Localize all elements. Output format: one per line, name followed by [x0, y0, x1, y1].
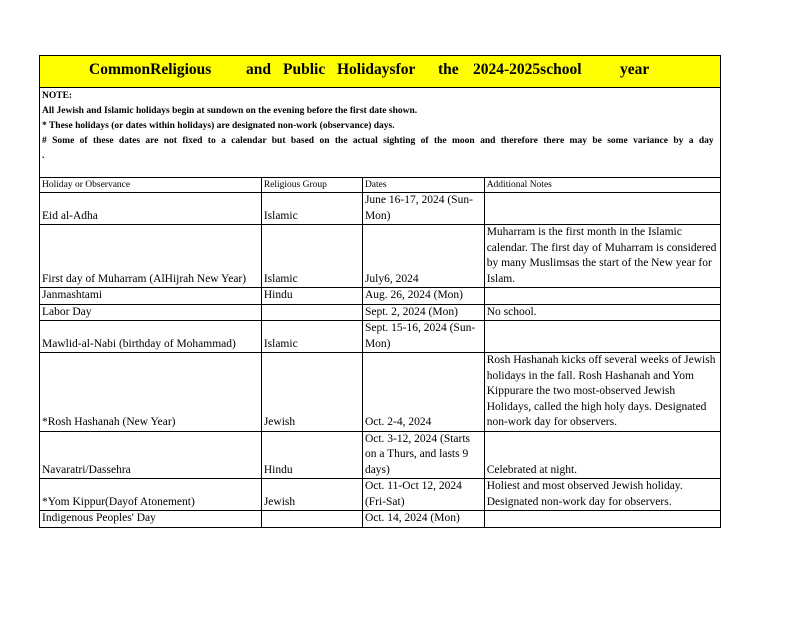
- notes-cell: No school.: [484, 304, 720, 321]
- column-header-dates: Dates: [362, 178, 484, 193]
- column-header-group: Religious Group: [261, 178, 362, 193]
- notes-cell: [484, 511, 720, 528]
- dates-cell: Oct. 11-Oct 12, 2024 (Fri-Sat): [362, 479, 484, 511]
- group-cell: [261, 304, 362, 321]
- spacer: [39, 169, 721, 177]
- dates-cell: Sept. 15-16, 2024 (Sun-Mon): [362, 321, 484, 353]
- column-header-holiday: Holiday or Observance: [40, 178, 262, 193]
- notes-cell: Rosh Hashanah kicks off several weeks of Jewish holidays in the fall. Rosh Hashanah and Yom Kippurare the two most-observed Jewish Holidays, called the high holy days. Designated non-work day for observers.: [484, 353, 720, 432]
- title-word: year: [620, 61, 650, 78]
- holiday-cell: *Yom Kippur(Dayof Atonement): [40, 479, 262, 511]
- dates-cell: Oct. 3-12, 2024 (Starts on a Thurs, and lasts 9 days): [362, 431, 484, 479]
- table-row: [40, 225, 721, 288]
- note-line: All Jewish and Islamic holidays begin at sundown on the evening before the first date shown.: [42, 106, 418, 116]
- table-header-row: [40, 178, 721, 193]
- table-row: [40, 479, 721, 511]
- dates-cell: Oct. 14, 2024 (Mon): [362, 511, 484, 528]
- title-word: Public: [283, 61, 326, 78]
- holiday-table: [39, 177, 721, 528]
- notes-cell: [484, 193, 720, 225]
- note-line: * These holidays (or dates within holidays) are designated non-work (observance) days.: [42, 121, 395, 131]
- dates-cell: June 16-17, 2024 (Sun-Mon): [362, 193, 484, 225]
- group-cell: [261, 511, 362, 528]
- group-cell: Islamic: [261, 321, 362, 353]
- table-row: [40, 511, 721, 528]
- table-row: [40, 431, 721, 479]
- note-line: # Some of these dates are not fixed to a calendar but based on the actual sighting of the moon and therefore there may be some variance by a day .: [42, 136, 714, 161]
- holiday-cell: Janmashtami: [40, 288, 262, 305]
- table-row: [40, 321, 721, 353]
- holiday-cell: *Rosh Hashanah (New Year): [40, 353, 262, 432]
- group-cell: Islamic: [261, 193, 362, 225]
- title-word: and: [246, 61, 271, 78]
- title-word: the: [438, 61, 459, 78]
- group-cell: Hindu: [261, 431, 362, 479]
- title-bar: [39, 55, 721, 87]
- title-word: CommonReligious: [89, 61, 212, 78]
- notes-cell: Muharram is the first month in the Islamic calendar. The first day of Muharram is considered by many Muslimsas the start of the New year for Islam.: [484, 225, 720, 288]
- holiday-cell: Eid al-Adha: [40, 193, 262, 225]
- note-box: [39, 87, 721, 169]
- group-cell: Jewish: [261, 479, 362, 511]
- holiday-cell: Mawlid-al-Nabi (birthday of Mohammad): [40, 321, 262, 353]
- notes-cell: Celebrated at night.: [484, 431, 720, 479]
- dates-cell: July6, 2024: [362, 225, 484, 288]
- dates-cell: Aug. 26, 2024 (Mon): [362, 288, 484, 305]
- holiday-cell: Navaratri/Dassehra: [40, 431, 262, 479]
- table-row: [40, 288, 721, 305]
- note-heading: NOTE:: [42, 91, 73, 101]
- holiday-cell: Labor Day: [40, 304, 262, 321]
- holiday-cell: Indigenous Peoples' Day: [40, 511, 262, 528]
- dates-cell: Sept. 2, 2024 (Mon): [362, 304, 484, 321]
- holiday-cell: First day of Muharram (AlHijrah New Year): [40, 225, 262, 288]
- table-row: [40, 193, 721, 225]
- notes-cell: Holiest and most observed Jewish holiday. Designated non-work day for observers.: [484, 479, 720, 511]
- column-header-notes: Additional Notes: [484, 178, 720, 193]
- dates-cell: Oct. 2-4, 2024: [362, 353, 484, 432]
- table-row: [40, 304, 721, 321]
- group-cell: Jewish: [261, 353, 362, 432]
- table-row: [40, 353, 721, 432]
- notes-cell: [484, 321, 720, 353]
- group-cell: Hindu: [261, 288, 362, 305]
- holiday-sheet: [39, 55, 721, 528]
- group-cell: Islamic: [261, 225, 362, 288]
- notes-cell: [484, 288, 720, 305]
- title-word: Holidaysfor: [337, 61, 416, 78]
- title-word: 2024-2025school: [473, 61, 582, 78]
